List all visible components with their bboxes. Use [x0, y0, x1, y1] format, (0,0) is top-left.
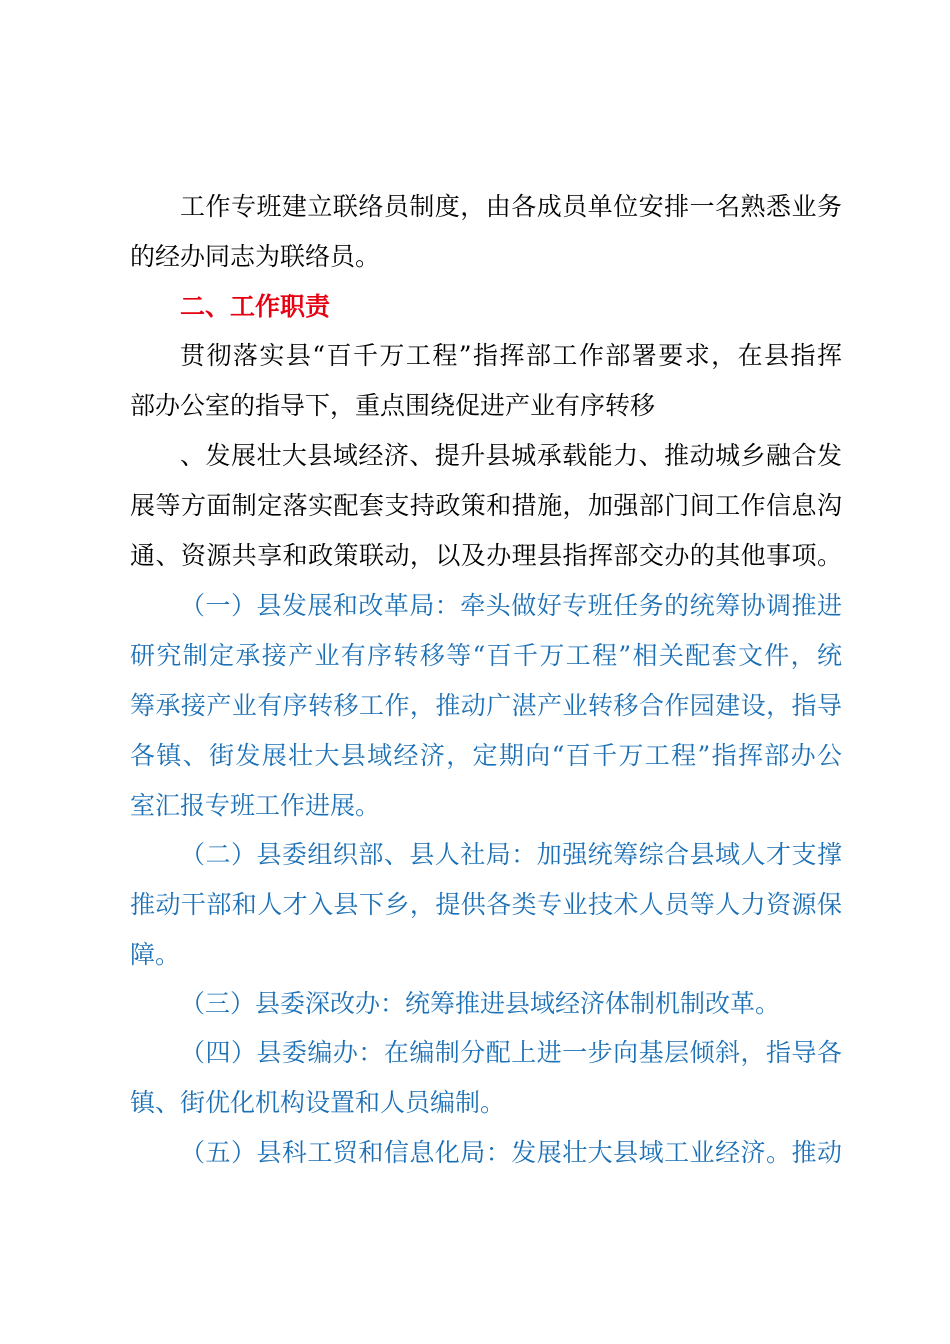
paragraph-line: 工作专班建立联络员制度，由各成员单位安排一名熟悉业务: [180, 192, 842, 221]
paragraph-line: 、发展壮大县域经济、提升县城承载能力、推动城乡融合发: [180, 441, 842, 470]
paragraph-line: 障。: [130, 940, 181, 969]
paragraph-line: （二）县委组织部、县人社局：加强统筹综合县域人才支撑: [180, 840, 842, 869]
paragraph-line: 的经办同志为联络员。: [130, 242, 381, 271]
paragraph-line: （三）县委深改办：统筹推进县域经济体制机制改革。: [180, 989, 781, 1018]
paragraph-line: （一）县发展和改革局：牵头做好专班任务的统筹协调推进: [180, 591, 842, 620]
paragraph-line: 室汇报专班工作进展。: [130, 791, 381, 820]
paragraph-line: 通、资源共享和政策联动，以及办理县指挥部交办的其他事项。: [130, 541, 842, 570]
paragraph-line: 部办公室的指导下，重点围绕促进产业有序转移: [130, 391, 656, 420]
paragraph-line: 贯彻落实县“百千万工程”指挥部工作部署要求，在县指挥: [180, 341, 842, 370]
paragraph-line: 研究制定承接产业有序转移等“百千万工程”相关配套文件，统: [130, 641, 842, 670]
section-heading: 二、工作职责: [180, 292, 331, 321]
paragraph-line: （五）县科工贸和信息化局：发展壮大县域工业经济。推动: [180, 1138, 842, 1167]
paragraph-line: 各镇、街发展壮大县域经济，定期向“百千万工程”指挥部办公: [130, 741, 842, 770]
paragraph-line: 展等方面制定落实配套支持政策和措施，加强部门间工作信息沟: [130, 491, 842, 520]
paragraph-line: 镇、街优化机构设置和人员编制。: [130, 1088, 506, 1117]
paragraph-line: 筹承接产业有序转移工作，推动广湛产业转移合作园建设，指导: [130, 691, 842, 720]
paragraph-line: 推动干部和人才入县下乡，提供各类专业技术人员等人力资源保: [130, 890, 842, 919]
paragraph-line: （四）县委编办：在编制分配上进一步向基层倾斜，指导各: [180, 1038, 842, 1067]
